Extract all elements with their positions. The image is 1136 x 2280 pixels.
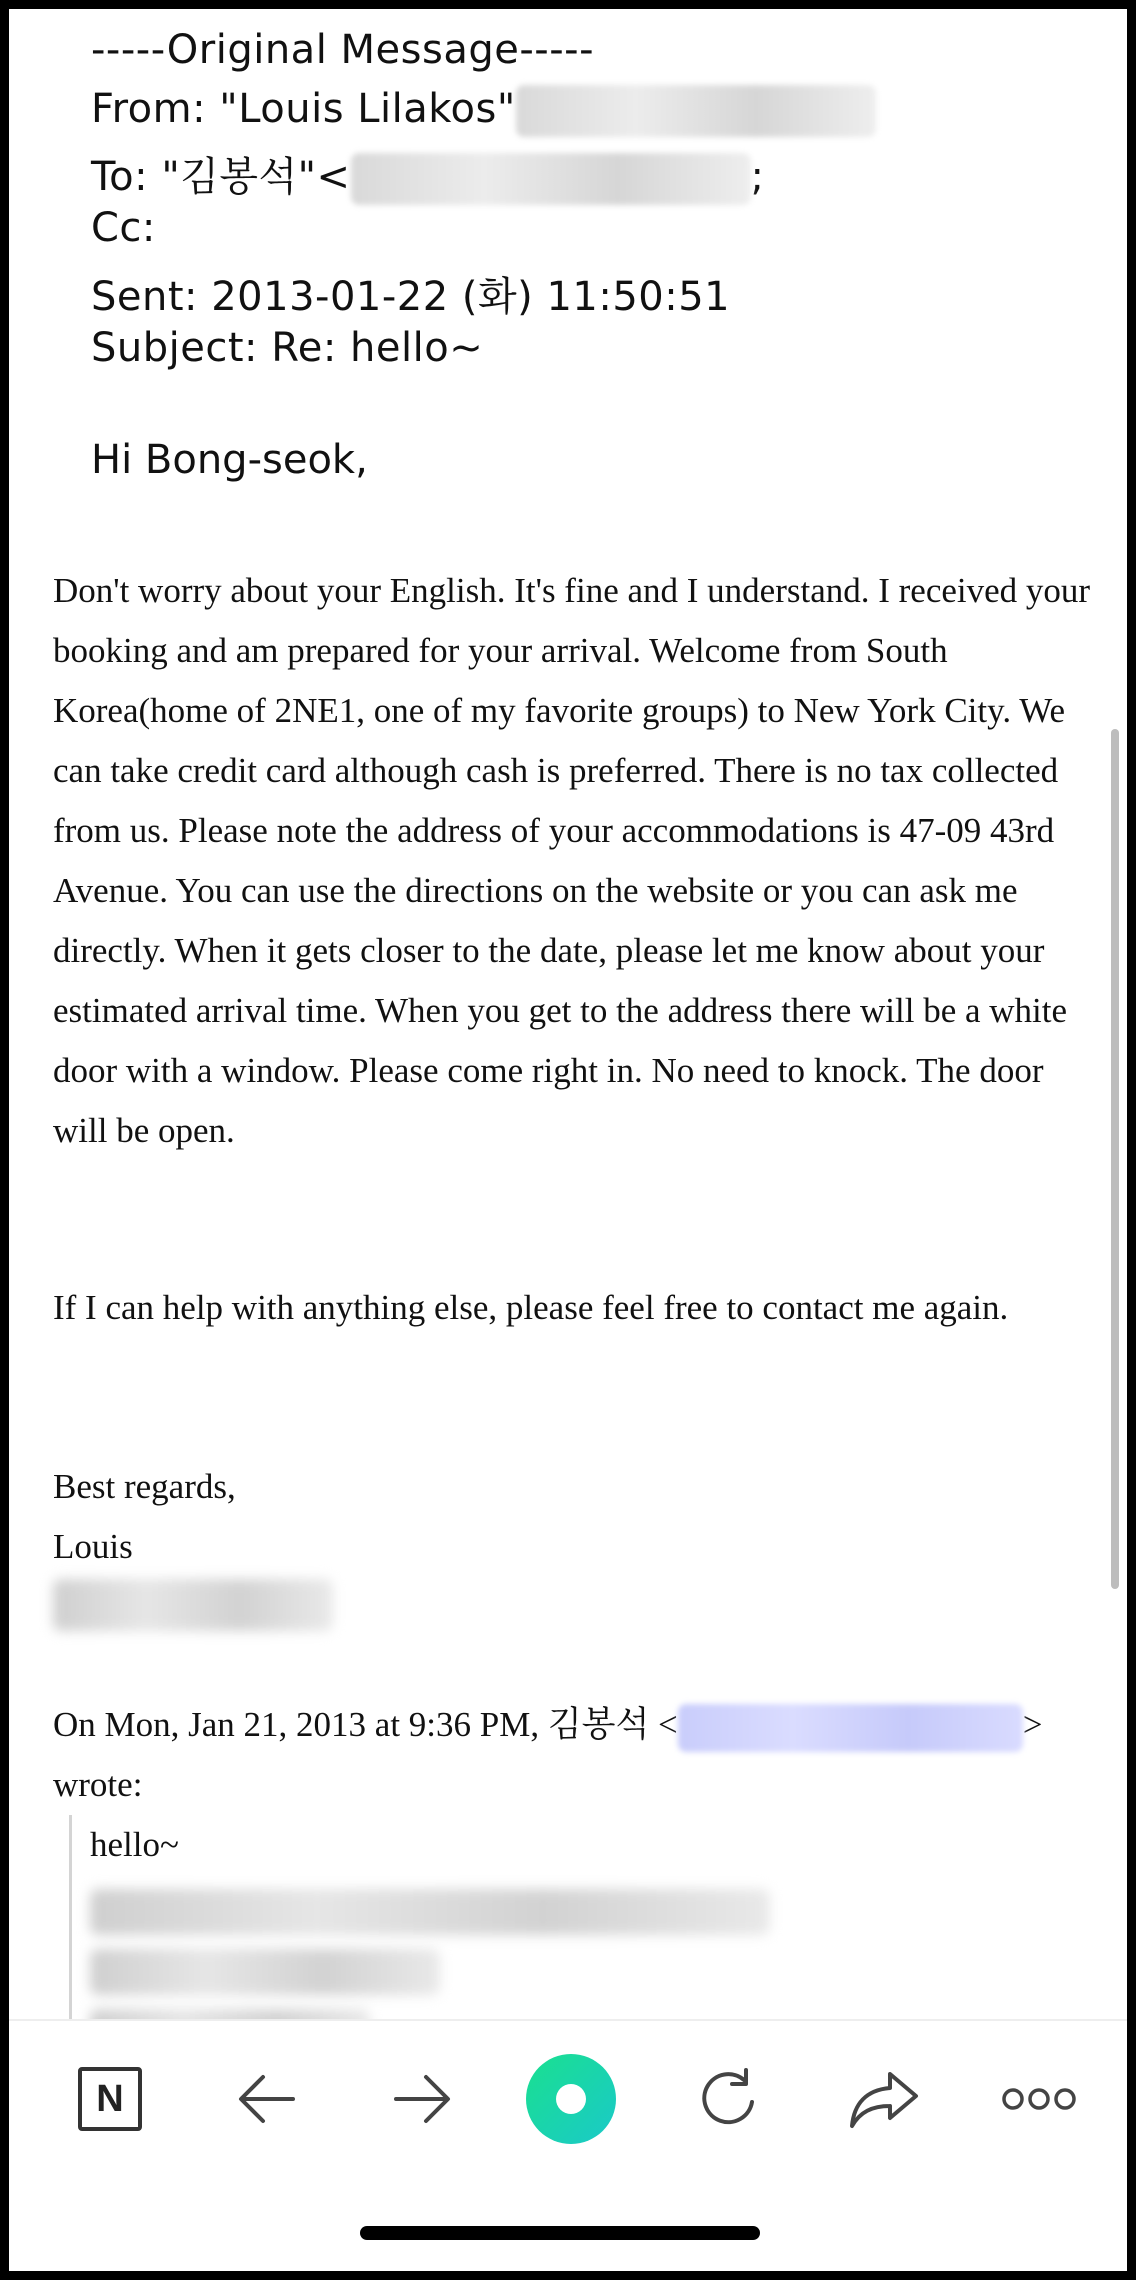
more-button[interactable]: [989, 2049, 1089, 2149]
cc-row: [91, 205, 156, 251]
sent-value: 2013-01-22 (화) 11:50:51: [211, 274, 731, 320]
reply-prefix: On Mon, Jan 21, 2013 at 9:36 PM, 김봉석 <: [53, 1705, 678, 1744]
reply-attribution: [53, 1695, 1103, 1815]
subject-row: [91, 325, 483, 371]
forward-arrow-icon: [390, 2069, 454, 2129]
quoted-line-redacted: [90, 1889, 770, 1935]
from-label: From:: [91, 86, 207, 132]
refresh-icon: [696, 2066, 762, 2132]
signature-phone-redacted: [53, 1579, 333, 1631]
subject-value: Re: hello~: [271, 325, 484, 371]
from-email-redacted: [516, 85, 876, 137]
reply-wrote: wrote:: [53, 1765, 143, 1804]
original-message-divider: -----Original Message-----: [91, 27, 594, 73]
subject-label: Subject:: [91, 325, 259, 371]
quoted-line-redacted: [90, 2009, 370, 2019]
quoted-message: [69, 1815, 850, 2019]
quoted-first-line: hello~: [90, 1825, 179, 1864]
share-button[interactable]: [834, 2049, 934, 2149]
naver-n-icon: [78, 2067, 142, 2131]
green-dot-button[interactable]: [521, 2049, 621, 2149]
quoted-line-redacted: [90, 1949, 440, 1995]
from-row: [91, 85, 876, 137]
cc-label: Cc:: [91, 205, 156, 251]
signature-name: Louis: [53, 1527, 133, 1566]
back-arrow-icon: [235, 2069, 299, 2129]
naver-n-button[interactable]: [60, 2049, 160, 2149]
body-paragraph-2: If I can help with anything else, please feel free to contact me again.: [53, 1288, 1009, 1327]
bottom-toolbar: [9, 2019, 1127, 2171]
reply-suffix: >: [1022, 1705, 1043, 1744]
back-button[interactable]: [217, 2049, 317, 2149]
more-icon: [1001, 2084, 1077, 2114]
naver-n-label: N: [96, 2077, 124, 2120]
to-value: "김봉석"<: [161, 154, 351, 200]
greeting: Hi Bong-seok,: [91, 437, 368, 483]
to-email-redacted: [351, 153, 751, 205]
scrollbar[interactable]: [1111, 729, 1119, 1589]
share-icon: [848, 2068, 920, 2130]
home-indicator[interactable]: [360, 2226, 760, 2240]
signature: [53, 1457, 1103, 1577]
to-suffix: ;: [750, 154, 765, 200]
refresh-button[interactable]: [679, 2049, 779, 2149]
reply-email-link-redacted[interactable]: [678, 1704, 1023, 1752]
screen: [9, 9, 1127, 2271]
to-label: To:: [91, 154, 149, 200]
green-circle-icon: [525, 2053, 617, 2145]
signature-closing: Best regards,: [53, 1467, 236, 1506]
forward-button[interactable]: [372, 2049, 472, 2149]
sent-row: [91, 265, 730, 322]
sent-label: Sent:: [91, 274, 199, 320]
from-value: "Louis Lilakos": [219, 86, 516, 132]
to-row: [91, 145, 765, 205]
body-paragraph-1: Don't worry about your English. It's fine and I understand. I received your booking and am prepared for your arrival. Welcome from South Korea(home of 2NE1, one of my favorite groups) to New York City. We can take credit card although cash is preferred. There is no tax collected from us. Please note the address of your accommodations is 47-09 43rd Avenue. You can use the directions on the website or you can ask me directly. When it gets closer to the date, please let me know about your estimated arrival time. When you get to the address there will be a white door with a window. Please come right in. No need to knock. The door will be open.: [53, 571, 1091, 1150]
email-content: [9, 9, 1127, 2019]
